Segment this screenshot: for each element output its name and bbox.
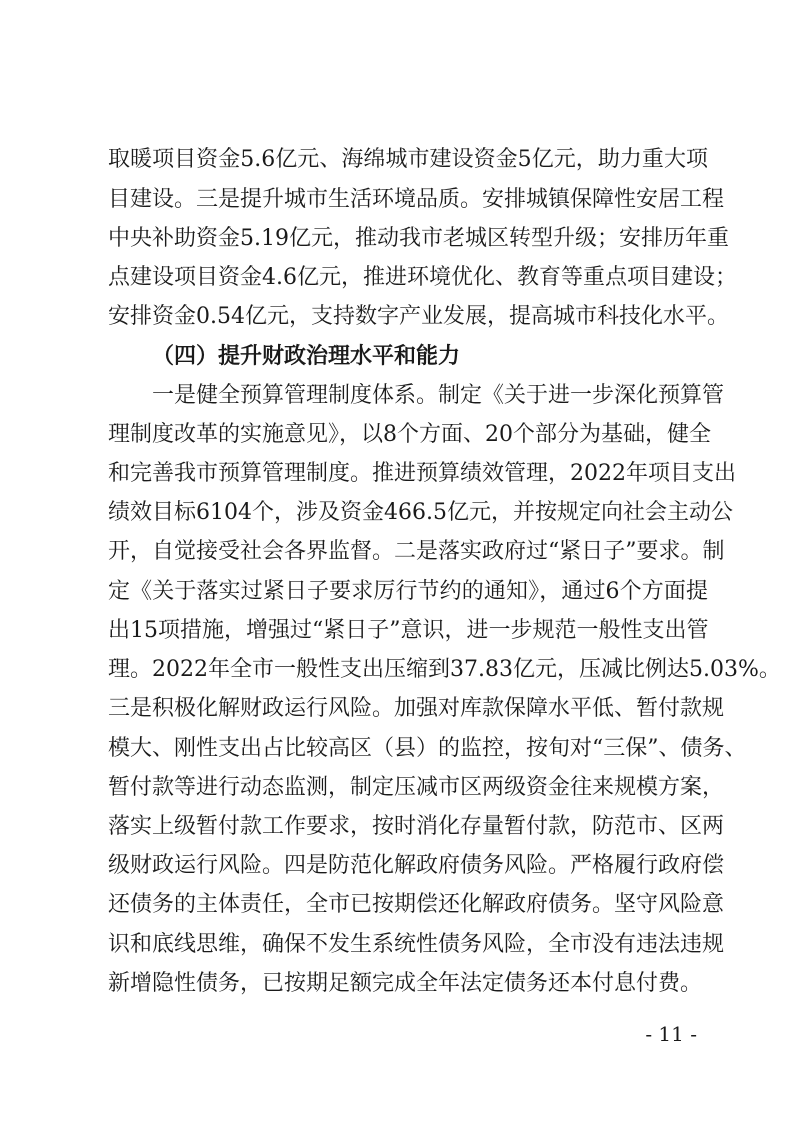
body-line: 暂付款等进行动态监测，制定压减市区两级资金往来规模方案， [108,775,725,800]
body-line: 点建设项目资金4.6亿元，推进环境优化、教育等重点项目建设； [108,265,737,290]
body-line: 开，自觉接受社会各界监督。二是落实政府过“紧日子”要求。制 [108,539,725,564]
page-number: - 11 - [645,1022,697,1046]
body-line: 落实上级暂付款工作要求，按时消化存量暂付款，防范市、区两 [108,814,725,839]
section-heading: （四）提升财政治理水平和能力 [152,343,461,369]
body-line: 出15项措施，增强过“紧日子”意识，进一步规范一般性支出管 [108,618,709,643]
body-line: 级财政运行风险。四是防范化解政府债务风险。严格履行政府偿 [108,853,725,878]
body-line: 和完善我市预算管理制度。推进预算绩效管理，2022年项目支出 [108,461,736,486]
body-line: 中央补助资金5.19亿元，推动我市老城区转型升级；安排历年重 [108,226,729,251]
body-line: 目建设。三是提升城市生活环境品质。安排城镇保障性安居工程 [108,187,725,212]
body-line: 绩效目标6104个，涉及资金466.5亿元，并按规定向社会主动公 [108,500,733,525]
body-line: 理制度改革的实施意见》，以8个方面、20个部分为基础，健全 [108,422,711,447]
paragraph-first-line: 一是健全预算管理制度体系。制定《关于进一步深化预算管 [152,383,725,408]
body-line: 定《关于落实过紧日子要求厉行节约的通知》，通过6个方面提 [108,579,708,604]
body-line: 还债务的主体责任，全市已按期偿还化解政府债务。坚守风险意 [108,892,725,917]
body-line: 取暖项目资金5.6亿元、海绵城市建设资金5亿元，助力重大项 [108,147,708,172]
body-line: 识和底线思维，确保不发生系统性债务风险，全市没有违法违规 [108,932,725,957]
body-line: 理。2022年全市一般性支出压缩到37.83亿元，压减比例达5.03%。 [108,657,781,682]
body-line-last: 新增隐性债务，已按期足额完成全年法定债务还本付息付费。 [108,971,703,996]
body-line: 三是积极化解财政运行风险。加强对库款保障水平低、暂付款规 [108,696,725,721]
body-line: 模大、刚性支出占比较高区（县）的监控，按旬对“三保”、债务、 [108,736,747,761]
body-line: 安排资金0.54亿元，支持数字产业发展，提高城市科技化水平。 [108,304,729,329]
